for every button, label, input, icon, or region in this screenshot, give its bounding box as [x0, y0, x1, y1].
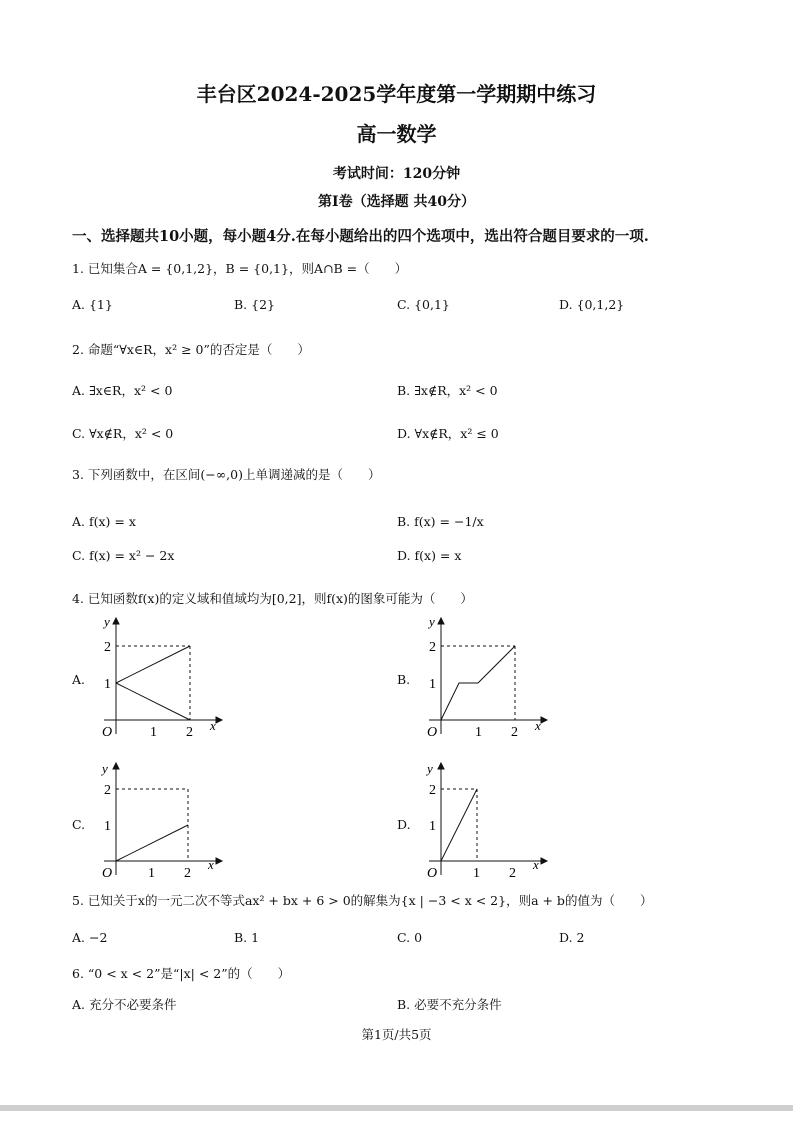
exam-time: 考试时间：120分钟: [332, 166, 461, 182]
question-3-stem: 3. 下列函数中，在区间(−∞,0)上单调递减的是（ ）: [72, 467, 381, 482]
question-4-stem: 4. 已知函数f(x)的定义域和值域均为[0,2]，则f(x)的图象可能为（ ）: [72, 591, 473, 606]
graph-b-x-tick-1: 1: [475, 725, 482, 740]
question-5-option-d: D. 2: [559, 930, 585, 945]
graph-b-y-tick-1: 1: [429, 677, 436, 692]
question-2-option-d: D. ∀x∉R，x² ≤ 0: [397, 426, 499, 441]
question-3-option-b: B. f(x) = −1/x: [397, 514, 484, 529]
question-6-stem: 6. “0 < x < 2”是“|x| < 2”的（ ）: [72, 966, 291, 981]
graph-a-y-label: y: [104, 614, 110, 629]
graph-d-y-tick-1: 1: [429, 819, 436, 834]
page-footer: 第1页/共5页: [361, 1027, 432, 1042]
graph-c-y-tick-2: 2: [104, 783, 111, 798]
graph-a-x-tick-1: 1: [150, 725, 157, 740]
graph-d: [415, 757, 555, 887]
graph-d-x-tick-2: 2: [509, 866, 516, 881]
graph-a-y-tick-2: 2: [104, 640, 111, 655]
graph-c-x-label: x: [208, 857, 214, 872]
question-1-option-a: A. {1}: [72, 297, 113, 312]
graph-c-y-tick-1: 1: [104, 819, 111, 834]
question-3-option-c: C. f(x) = x² − 2x: [72, 548, 175, 563]
graph-d-y-label: y: [427, 761, 433, 776]
question-4-option-d: D.: [397, 817, 411, 832]
exam-title: 丰台区2024-2025学年度第一学期期中练习: [196, 82, 597, 106]
question-1-option-c: C. {0,1}: [397, 297, 450, 312]
question-6-option-b: B. 必要不充分条件: [397, 997, 502, 1012]
question-3-option-a: A. f(x) = x: [72, 514, 136, 529]
graph-a: [90, 612, 230, 742]
graph-d-y-tick-2: 2: [429, 783, 436, 798]
exam-volume: 第I卷（选择题 共40分）: [318, 194, 475, 210]
graph-b-origin: O: [427, 725, 438, 740]
question-2-option-b: B. ∃x∉R，x² < 0: [397, 383, 498, 398]
question-2-stem: 2. 命题“∀x∈R，x² ≥ 0”的否定是（ ）: [72, 342, 310, 357]
section-heading: 一、选择题共10小题，每小题4分.在每小题给出的四个选项中，选出符合题目要求的一项.: [72, 228, 649, 245]
graph-a-x-label: x: [210, 718, 216, 733]
question-4-option-a: A.: [72, 672, 86, 687]
graph-d-x-tick-1: 1: [473, 866, 480, 881]
graph-c-x-tick-1: 1: [148, 866, 155, 881]
question-1-option-d: D. {0,1,2}: [559, 297, 625, 312]
question-2-option-a: A. ∃x∈R，x² < 0: [72, 383, 173, 398]
question-2-option-c: C. ∀x∉R，x² < 0: [72, 426, 174, 441]
question-1-option-b: B. {2}: [234, 297, 275, 312]
graph-b-y-label: y: [429, 614, 435, 629]
exam-subject: 高一数学: [356, 122, 437, 146]
graph-b-x-tick-2: 2: [511, 725, 518, 740]
graph-c-y-label: y: [102, 761, 108, 776]
question-4-option-b: B.: [397, 672, 411, 687]
question-4-option-c: C.: [72, 817, 86, 832]
question-5-option-b: B. 1: [234, 930, 260, 945]
bottom-divider: [0, 1105, 793, 1111]
question-5-option-c: C. 0: [397, 930, 423, 945]
graph-b-y-tick-2: 2: [429, 640, 436, 655]
graph-c-x-tick-2: 2: [184, 866, 191, 881]
graph-b: [415, 612, 555, 742]
question-5-stem: 5. 已知关于x的一元二次不等式ax² + bx + 6 > 0的解集为{x | −3 < x < 2}，则a + b的值为（ ）: [72, 893, 653, 908]
question-1-stem: 1. 已知集合A = {0,1,2}，B = {0,1}，则A∩B =（ ）: [72, 261, 408, 276]
graph-a-origin: O: [102, 725, 113, 740]
graph-c-origin: O: [102, 866, 113, 881]
question-3-option-d: D. f(x) = x: [397, 548, 462, 563]
graph-a-y-tick-1: 1: [104, 677, 111, 692]
graph-c: [90, 757, 230, 887]
graph-b-x-label: x: [535, 718, 541, 733]
question-6-option-a: A. 充分不必要条件: [72, 997, 177, 1012]
graph-a-x-tick-2: 2: [186, 725, 193, 740]
graph-d-x-label: x: [533, 857, 539, 872]
question-5-option-a: A. −2: [72, 930, 108, 945]
graph-d-origin: O: [427, 866, 438, 881]
